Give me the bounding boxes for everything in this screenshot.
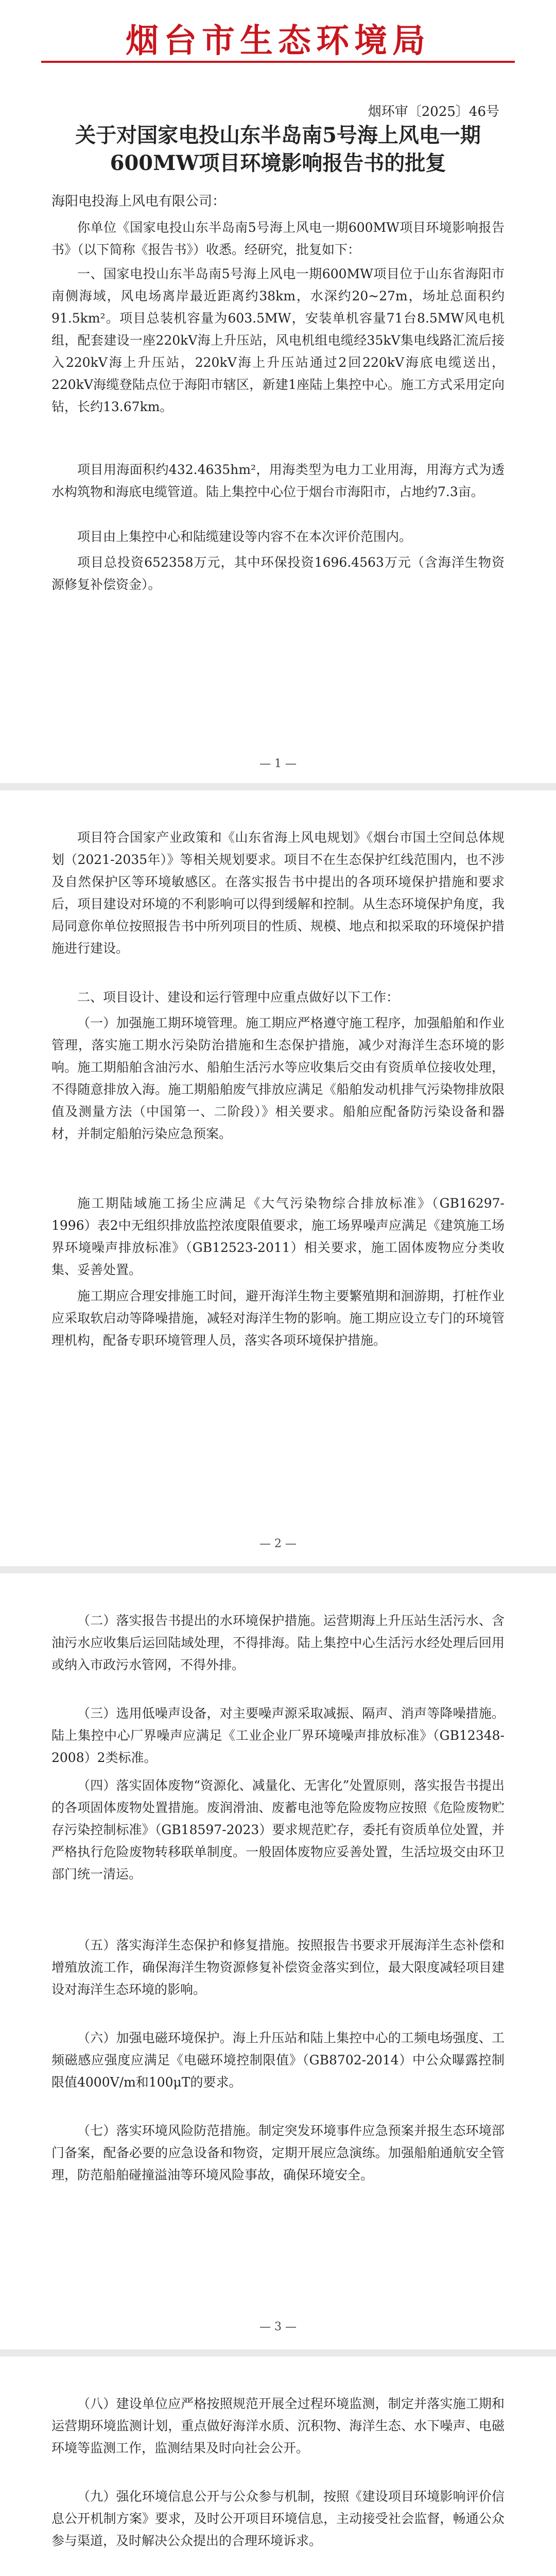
paragraph: （一）加强施工期环境管理。施工期应严格遵守施工程序，加强船舶和作业管理，落实施工期水污染防治措施和生态保护措施，减少对海洋生态环境的影响。施工期船舶含油污水、船舶生活污水等应收集后交由有资质单位接收处理，不得随意排放入海。施工期船舶废气排放应满足《船舶发动机排气污染物排放限值及测量方法（中国第一、二阶段）》相关要求。船舶应配备防污染设备和器材，并制定船舶污染应急预案。: [51, 1015, 505, 1141]
paragraph: 施工期应合理安排施工时间，避开海洋生物主要繁殖期和洄游期，打桩作业应采取软启动等降噪措施，减轻对海洋生物的影响。施工期应设立专门的环境管理机构，配备专职环境管理人员，落实各项环境保护措施。: [51, 1289, 505, 1348]
paragraph: 一、国家电投山东半岛南5号海上风电一期600MW项目位于山东省海阳市南侧海域，风电场离岸最近距离约38km，水深约20~27m，场址总面积约91.5km²。项目总装机容量为603.5MW，安装单机容量71台8.5MW风电机组，配套建设一座220kV海上升压站，风电机组电缆经35kV集电线路汇流后接入220kV海上升压站，220kV海上升压站通过2回220kV海底电缆送出，220kV海缆登陆点位于海阳市辖区，新建1座陆上集控中心。施工方式采用定向钻，长约13.67km。: [51, 266, 505, 414]
document-page-3: [0, 1573, 556, 2349]
paragraph: （五）落实海洋生态保护和修复措施。按照报告书要求开展海洋生态补偿和增殖放流工作，确保海洋生物资源修复补偿资金落实到位，最大限度减轻项目建设对海洋生态环境的影响。: [51, 1938, 505, 1997]
document-page-2: [0, 790, 556, 1566]
paragraph: （七）落实环境风险防范措施。制定突发环境事件应急预案并报生态环境部门备案，配备必要的应急设备和物资，定期开展应急演练。加强船舶通航安全管理，防范船舶碰撞溢油等环境风险事故，确保环境安全。: [51, 2123, 505, 2182]
page-number: — 1 —: [259, 757, 297, 770]
agency-header: 烟台市生态环境局: [126, 22, 430, 60]
page-number: — 3 —: [259, 2320, 297, 2333]
paragraph: （六）加强电磁环境保护。海上升压站和陆上集控中心的工频电场强度、工频磁感应强度应满足《电磁环境控制限值》（GB8702-2014）中公众曝露控制限值4000V/m和100μT的要求。: [51, 2030, 505, 2090]
paragraph: 施工期陆域施工扬尘应满足《大气污染物综合排放标准》（GB16297-1996）表2中无组织排放监控浓度限值要求，施工场界噪声应满足《建筑施工场界环境噪声排放标准》（GB12523-2011）相关要求，施工固体废物应分类收集、妥善处置。: [51, 1196, 505, 1277]
paragraph: （四）落实固体废物“资源化、减量化、无害化”处置原则，落实报告书提出的各项固体废物处置措施。废润滑油、废蓄电池等危险废物应按照《危险废物贮存污染控制标准》（GB18597-2023）要求规范贮存，委托有资质单位处置，并严格执行危险废物转移联单制度。一般固体废物应妥善处置，生活垃圾交由环卫部门统一清运。: [51, 1778, 505, 1882]
paragraph: （三）选用低噪声设备，对主要噪声源采取减振、隔声、消声等降噪措施。陆上集控中心厂界噪声应满足《工业企业厂界环境噪声排放标准》（GB12348-2008）2类标准。: [51, 1706, 505, 1765]
paragraph: （八）建设单位应严格按照规范开展全过程环境监测，制定并落实施工期和运营期环境监测计划，重点做好海洋水质、沉积物、海洋生态、水下噪声、电磁环境等监测工作，监测结果及时向社会公开。: [51, 2396, 505, 2455]
page-separator: [0, 2349, 556, 2357]
paragraph: 项目用海面积约432.4635hm²，用海类型为电力工业用海，用海方式为透水构筑物和海底电缆管道。陆上集控中心位于烟台市海阳市，占地约7.3亩。: [51, 462, 505, 499]
page-number: — 2 —: [259, 1537, 297, 1550]
paragraph: 项目总投资652358万元，其中环保投资1696.4563万元（含海洋生物资源修复补偿资金）。: [51, 555, 505, 592]
paragraph: （九）强化环境信息公开与公众参与机制，按照《建设项目环境影响评价信息公开机制方案》要求，及时公开项目环境信息，主动接受社会监督，畅通公众参与渠道，及时解决公众提出的合理环境诉求。: [51, 2489, 505, 2548]
document-page-1: [0, 0, 556, 783]
document-number: 烟环审〔2025〕46号: [368, 104, 499, 120]
page-separator: [0, 783, 556, 790]
paragraph: 项目由上集控中心和陆缆建设等内容不在本次评价范围内。: [77, 529, 412, 544]
paragraph: 二、项目设计、建设和运行管理中应重点做好以下工作：: [77, 990, 399, 1005]
paragraph: 项目符合国家产业政策和《山东省海上风电规划》《烟台市国土空间总体规划（2021-2035年）》等相关规划要求。项目不在生态保护红线范围内，也不涉及自然保护区等环境敏感区。在落实报告书中提出的各项环境保护措施和要求后，项目建设对环境的不利影响可以得到缓解和控制。从生态环境保护角度，我局同意你单位按照报告书中所列项目的性质、规模、地点和拟采取的环境保护措施进行建设。: [51, 830, 505, 956]
paragraph: 你单位《国家电投山东半岛南5号海上风电一期600MW项目环境影响报告书》（以下简称《报告书》）收悉。经研究，批复如下：: [51, 220, 505, 257]
paragraph: （二）落实报告书提出的水环境保护措施。运营期海上升压站生活污水、含油污水应收集后运回陆域处理，不得排海。陆上集控中心生活污水经处理后回用或纳入市政污水管网，不得外排。: [51, 1613, 505, 1672]
recipient: 海阳电投海上风电有限公司：: [51, 194, 226, 209]
document-title: 关于对国家电投山东半岛南5号海上风电一期600MW项目环境影响报告书的批复: [75, 123, 481, 175]
document-page-4: [0, 2357, 556, 2576]
page-separator: [0, 1566, 556, 1573]
red-divider-line: [41, 61, 515, 63]
